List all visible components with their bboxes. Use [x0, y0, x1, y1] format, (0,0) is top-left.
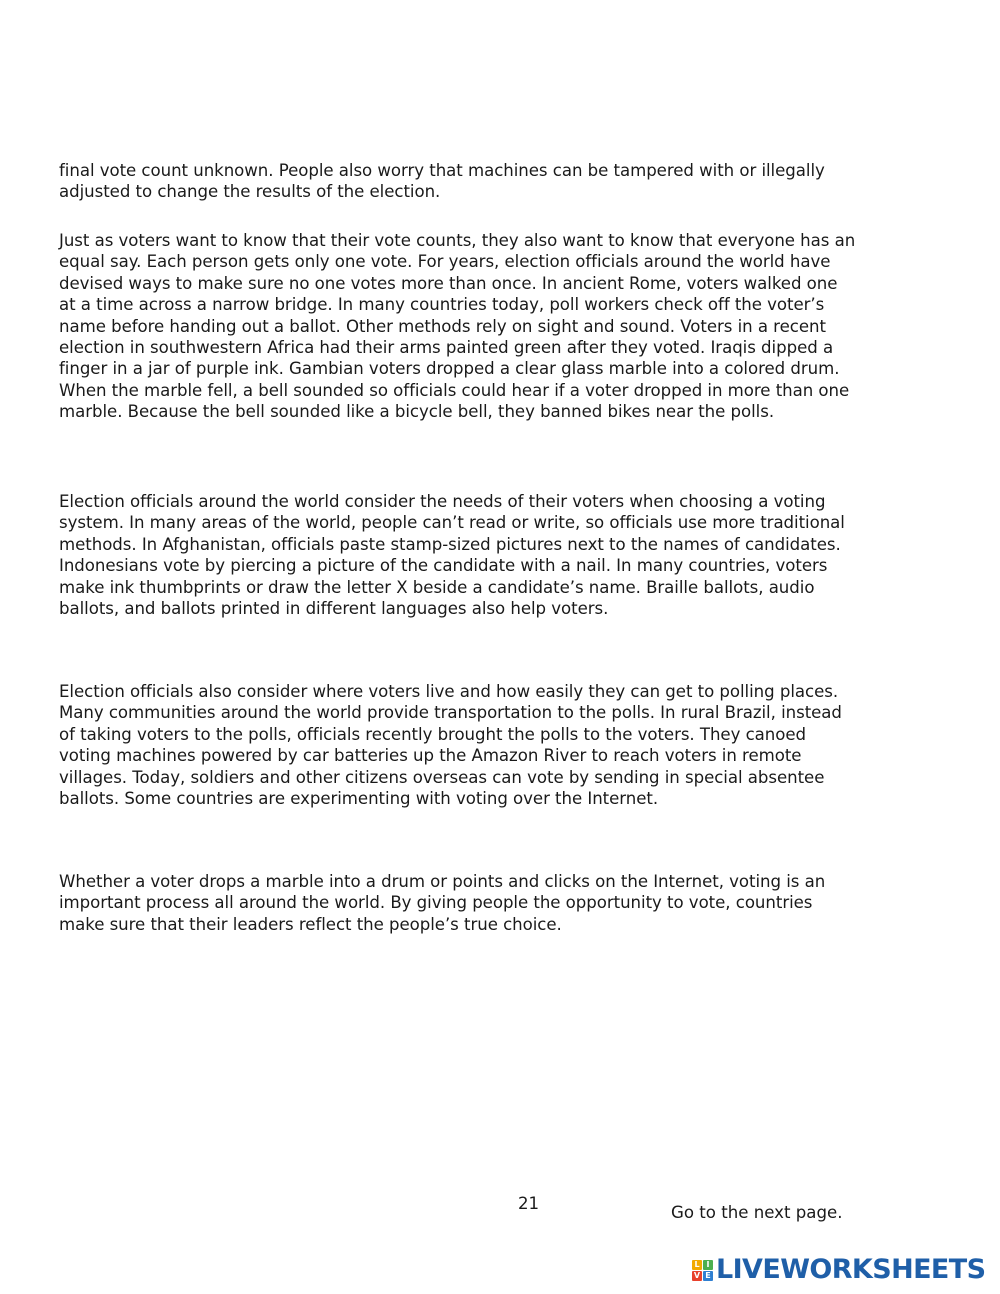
logo-mark-letter: L [692, 1260, 702, 1270]
paragraph-conclusion: Whether a voter drops a marble into a drum or points and clicks on the Internet, voting is an important process all around the world. By giving people the opportunity to vote, countries make sure that their leaders reflect the people’s true choice. [59, 872, 826, 934]
logo-text: LIVEWORKSHEETS [716, 1254, 986, 1285]
paragraph-equal-say: Just as voters want to know that their vote counts, they also want to know that everyone has an equal say. Each person gets only one vote. For years, election officials around the world have devised ways to make sure no one votes more than once. In ancient Rome, voters walked one at a time across a narrow bridge. In many countries today, poll workers check off the voter’s name before handing out a ballot. Other methods rely on sight and sound. Voters in a recent election in southwestern Africa had their arms painted green after they voted. Iraqis dipped a finger in a jar of purple ink. Gambian voters dropped a clear glass marble into a colored drum. When the marble fell, a bell sounded so officials could hear if a voter dropped in more than one marble. Because the bell sounded like a bicycle bell, they banned bikes near the polls. [59, 231, 856, 422]
logo-mark-letter: I [703, 1260, 713, 1270]
logo-mark-icon [692, 1260, 713, 1281]
next-page-note: Go to the next page. [671, 1203, 843, 1222]
page-number: 21 [518, 1194, 540, 1213]
paragraph-machine-tampering: final vote count unknown. People also worry that machines can be tampered with or illegally adjusted to change the results of the election. [59, 161, 825, 202]
logo-mark-letter: E [703, 1271, 713, 1281]
logo-mark-letter: V [693, 1270, 701, 1280]
liveworksheets-logo [692, 1253, 985, 1287]
paragraph-polling-access: Election officials also consider where voters live and how easily they can get to polling places. Many communities around the world provide transportation to the polls. In rural Brazil, instead of taking voters to the polls, officials recently brought the polls to the voters. They canoed voting machines powered by car batteries up the Amazon River to reach voters in remote villages. Today, soldiers and other citizens overseas can vote by sending in special absentee ballots. Some countries are experimenting with voting over the Internet. [59, 682, 842, 809]
paragraph-voting-systems: Election officials around the world consider the needs of their voters when choosing a voting system. In many areas of the world, people can’t read or write, so officials use more traditional methods. In Afghanistan, officials paste stamp-sized pictures next to the names of candidates. Indonesians vote by piercing a picture of the candidate with a nail. In many countries, voters make ink thumbprints or draw the letter X beside a candidate’s name. Braille ballots, audio ballots, and ballots printed in different languages also help voters. [59, 492, 845, 619]
